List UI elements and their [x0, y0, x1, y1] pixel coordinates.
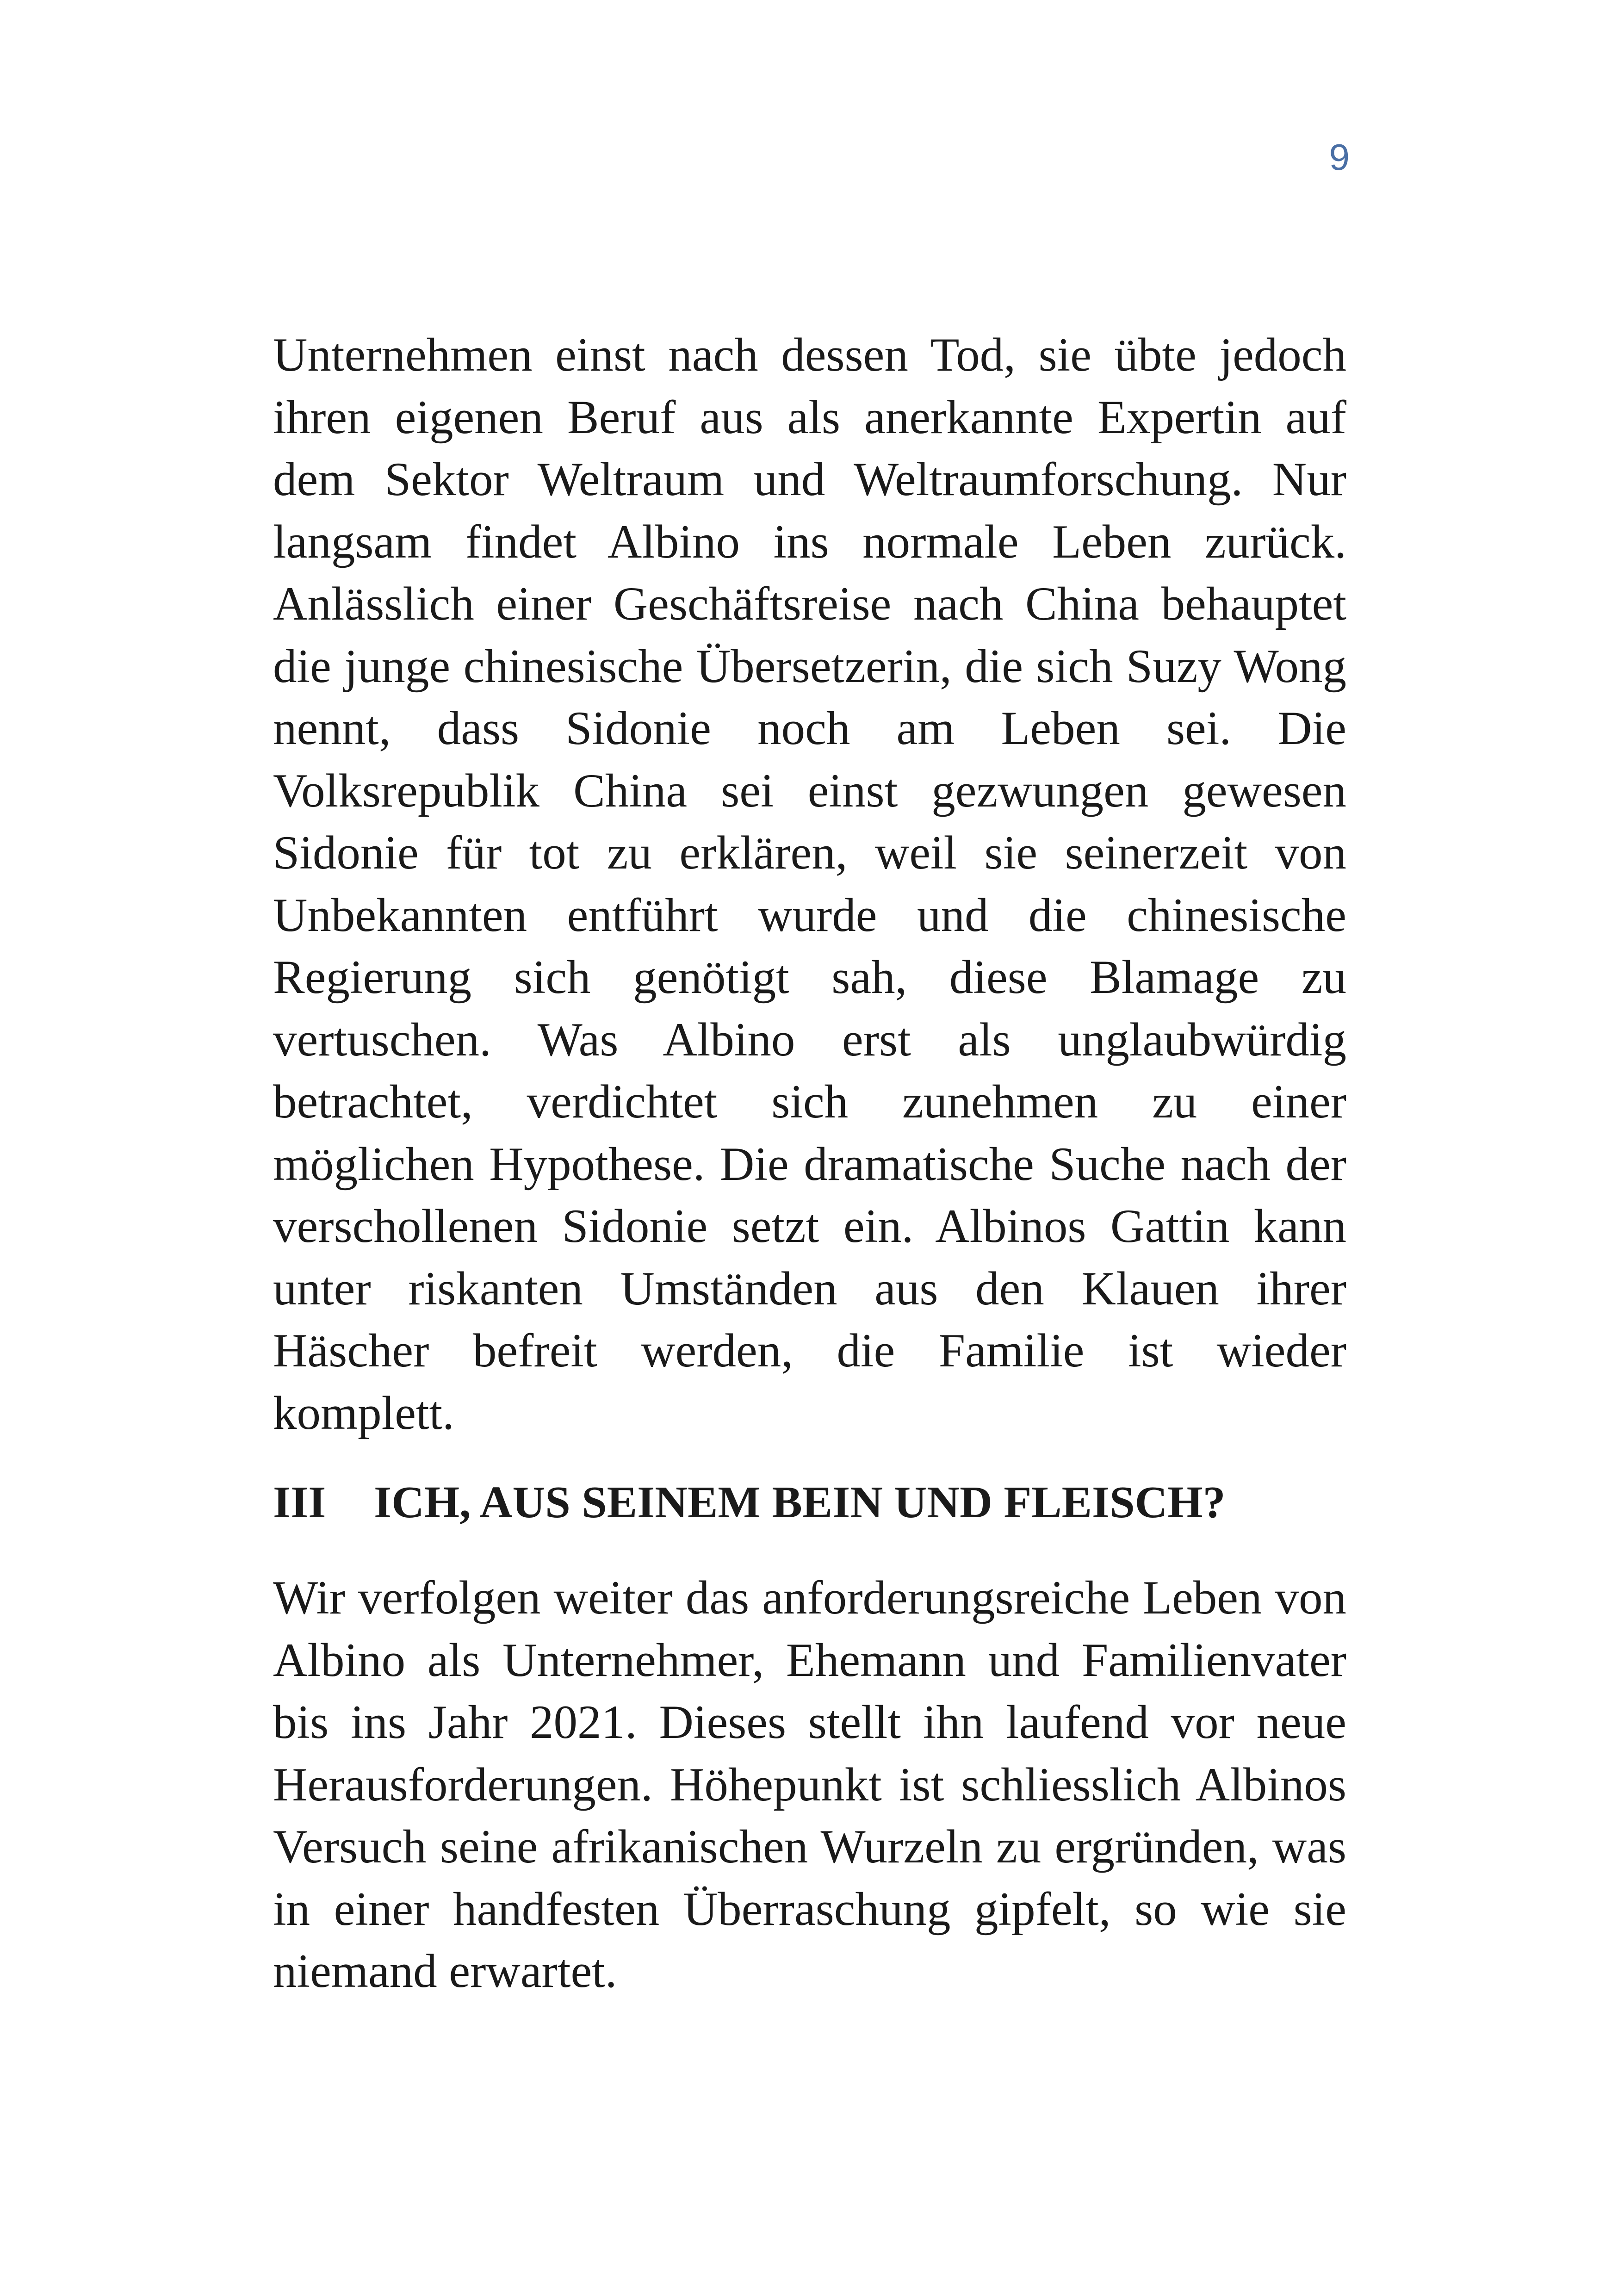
page-number: 9 — [1329, 137, 1350, 178]
body-paragraph-1: Unternehmen einst nach dessen Tod, sie übte jedoch ihren eigenen Beruf aus als anerkannte Expertin auf dem Sektor Weltraum und Weltraumforschung. Nur langsam findet Albino ins normale Leben zurück. Anlässlich einer Geschäftsreise nach China behauptet die junge chinesische Übersetzerin, die sich Suzy Wong nennt, dass Sidonie noch am Leben sei. Die Volksrepublik China sei einst gezwungen gewesen Sidonie für tot zu erklären, weil sie seinerzeit von Unbekannten entführt wurde und die chinesische Regierung sich genötigt sah, diese Blamage zu vertuschen. Was Albino erst als unglaubwürdig betrachtet, verdichtet sich zunehmen zu einer möglichen Hypothese. Die dramatische Suche nach der verschollenen Sidonie setzt ein. Albinos Gattin kann unter riskanten Umständen aus den Klauen ihrer Häscher befreit werden, die Familie ist wieder komplett. — [273, 329, 1346, 1440]
chapter-number: III — [273, 1477, 326, 1527]
body-paragraph-2: Wir verfolgen weiter das anforderungsreiche Leben von Albino als Unternehmer, Ehemann und Familienvater bis ins Jahr 2021. Dieses stellt ihn laufend vor neue Herausforderungen. Höhepunkt ist schliesslich Albinos Versuch seine afrikanischen Wurzeln zu ergründen, was in einer handfesten Überraschung gipfelt, so wie sie niemand erwartet. — [273, 1571, 1346, 1998]
chapter-title: ICH, AUS SEINEM BEIN UND FLEISCH? — [374, 1477, 1226, 1527]
chapter-heading — [273, 1471, 1346, 1533]
